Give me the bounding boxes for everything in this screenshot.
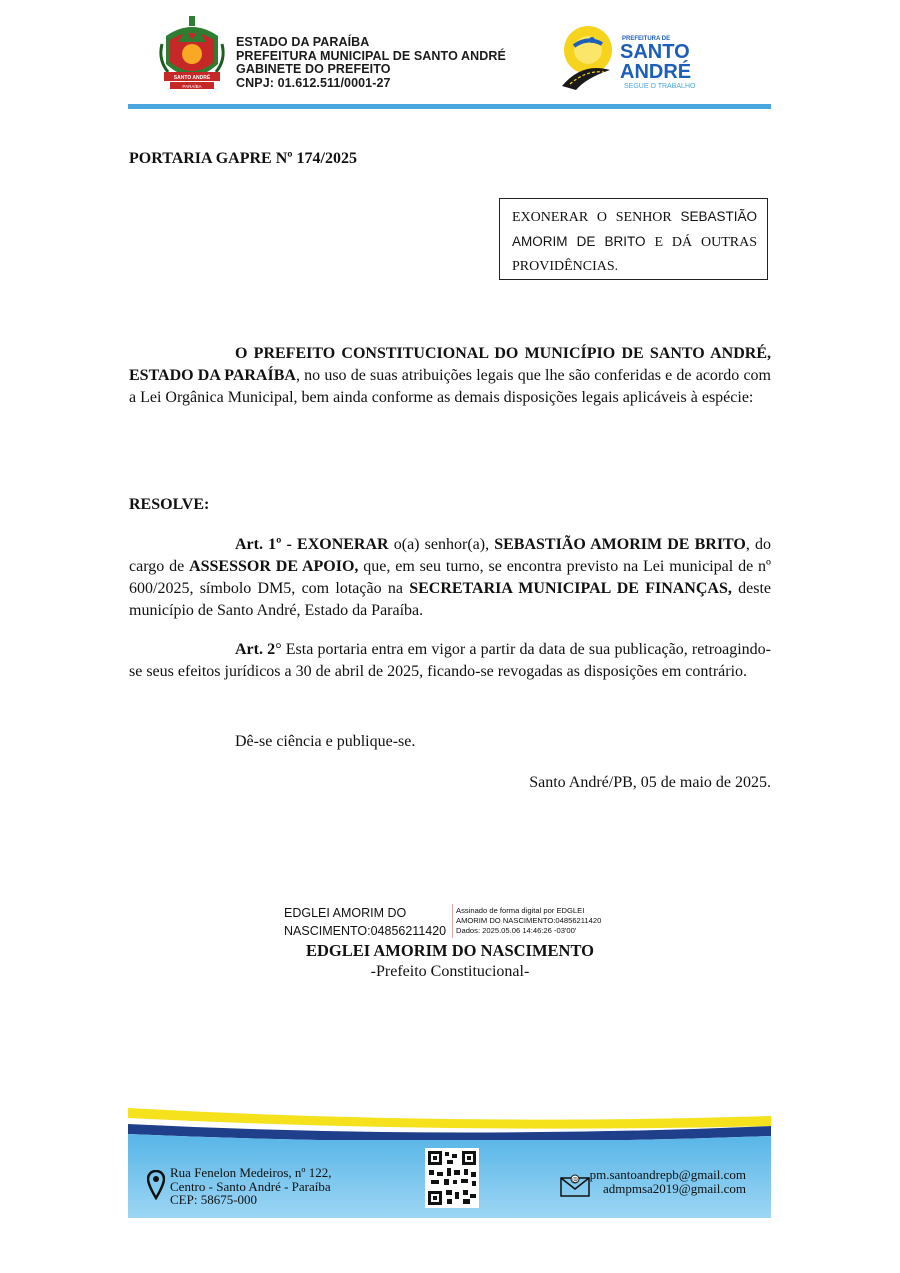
logo-line1: SANTO <box>620 41 690 63</box>
art1-role: ASSESSOR DE APOIO, <box>189 558 359 575</box>
article-1 <box>129 534 771 622</box>
logo-top-text: PREFEITURA DE <box>622 36 671 42</box>
signature-cert-name-line1: EDGLEI AMORIM DO <box>284 906 407 920</box>
signer-name: EDGLEI AMORIM DO NASCIMENTO <box>305 941 595 960</box>
mail-icon <box>560 1173 590 1197</box>
preamble-text: , no uso de suas atribuições legais que lhe são conferidas e de acordo com a Lei Orgânica Municipal, bem ainda conforme as demais disposições legais aplicáveis à espécie: <box>129 367 771 406</box>
art1-dept: SECRETARIA MUNICIPAL DE FINANÇAS, <box>409 580 732 597</box>
crest-banner: PARAÍBA <box>182 84 202 89</box>
footer-email-1: pm.santoandrepb@gmail.com <box>589 1167 746 1182</box>
closing-line: Dê-se ciência e publique-se. <box>235 733 416 750</box>
art2-label: Art. 2 <box>235 641 276 658</box>
ementa-name-1: SEBASTIÃO <box>680 209 757 224</box>
santo-andre-logo <box>556 22 716 92</box>
signer-role: -Prefeito Constitucional- <box>370 963 530 980</box>
header-line-prefeitura: PREFEITURA MUNICIPAL DE SANTO ANDRÉ <box>236 48 506 63</box>
article-2 <box>129 639 771 683</box>
header-line-state: ESTADO DA PARAÍBA <box>236 35 370 49</box>
signature-cert-name-line2: NASCIMENTO:04856211420 <box>284 924 447 938</box>
logo-line2: ANDRÉ <box>620 61 692 83</box>
footer-address <box>170 1166 331 1207</box>
address-cep: CEP: 58675-000 <box>170 1192 258 1207</box>
signature-detail-2: AMORIM DO NASCIMENTO:04856211420 <box>456 916 602 925</box>
art1-text-4: deste município de Santo André, Estado da Paraíba. <box>129 580 772 619</box>
svg-text:@: @ <box>572 1176 578 1184</box>
resolve-heading: RESOLVE: <box>129 496 210 513</box>
location-pin-icon <box>147 1170 165 1200</box>
ementa-text-2: E DÁ OUTRAS PROVIDÊNCIAS. <box>512 235 757 274</box>
crest-text: SANTO ANDRÉ <box>173 75 211 81</box>
preamble-bold: O PREFEITO CONSTITUCIONAL DO MUNICÍPIO DE SANTO ANDRÉ, ESTADO DA PARAÍBA <box>129 345 771 384</box>
document-title: PORTARIA GAPRE Nº 174/2025 <box>129 150 357 167</box>
municipal-crest-logo <box>156 14 228 92</box>
art1-text-2: , do cargo de <box>129 536 772 575</box>
footer-email-2: admpmsa2019@gmail.com <box>602 1181 746 1196</box>
preamble-paragraph <box>129 343 771 409</box>
header-line-gabinete: GABINETE DO PREFEITO <box>236 62 391 76</box>
logo-slogan: SEGUE O TRABALHO <box>624 83 696 90</box>
document-date: Santo André/PB, 05 de maio de 2025. <box>529 774 771 791</box>
art1-text-3: que, em seu turno, se encontra previsto na Lei municipal de nº 600/2025, símbolo DM5, com lotação na <box>129 558 771 597</box>
art1-label: Art. 1º - EXONERAR <box>235 536 389 553</box>
signature-separator <box>452 904 453 938</box>
signature-detail-1: Assinado de forma digital por EDGLEI <box>456 906 585 915</box>
qr-code-icon <box>425 1148 479 1208</box>
header-line-cnpj: CNPJ: 01.612.511/0001-27 <box>236 75 391 90</box>
header-divider <box>128 104 771 109</box>
address-line-2: Centro - Santo André - Paraíba <box>170 1178 331 1194</box>
art1-name: SEBASTIÃO AMORIM DE BRITO <box>494 536 746 553</box>
header-text-block <box>236 36 506 90</box>
signature-cert-name <box>284 904 454 940</box>
address-line-1: Rua Fenelon Medeiros, nº 122, <box>170 1165 332 1180</box>
ementa-name-2: AMORIM DE BRITO <box>512 234 646 249</box>
footer-emails <box>590 1168 746 1196</box>
footer-bar <box>128 1140 771 1218</box>
art2-text: ° Esta portaria entra em vigor a partir da data de sua publicação, retroagindo-se seus efeitos jurídicos a 30 de abril de 2025, ficando-se revogadas as disposições em contrário. <box>129 641 772 680</box>
ementa-text-1: EXONERAR O SENHOR <box>512 210 681 225</box>
ementa-box <box>499 198 768 280</box>
art1-text-1: o(a) senhor(a), <box>388 536 495 553</box>
signature-cert-details <box>456 906 636 936</box>
signature-detail-3: Dados: 2025.05.06 14:46:26 -03'00' <box>456 926 577 935</box>
